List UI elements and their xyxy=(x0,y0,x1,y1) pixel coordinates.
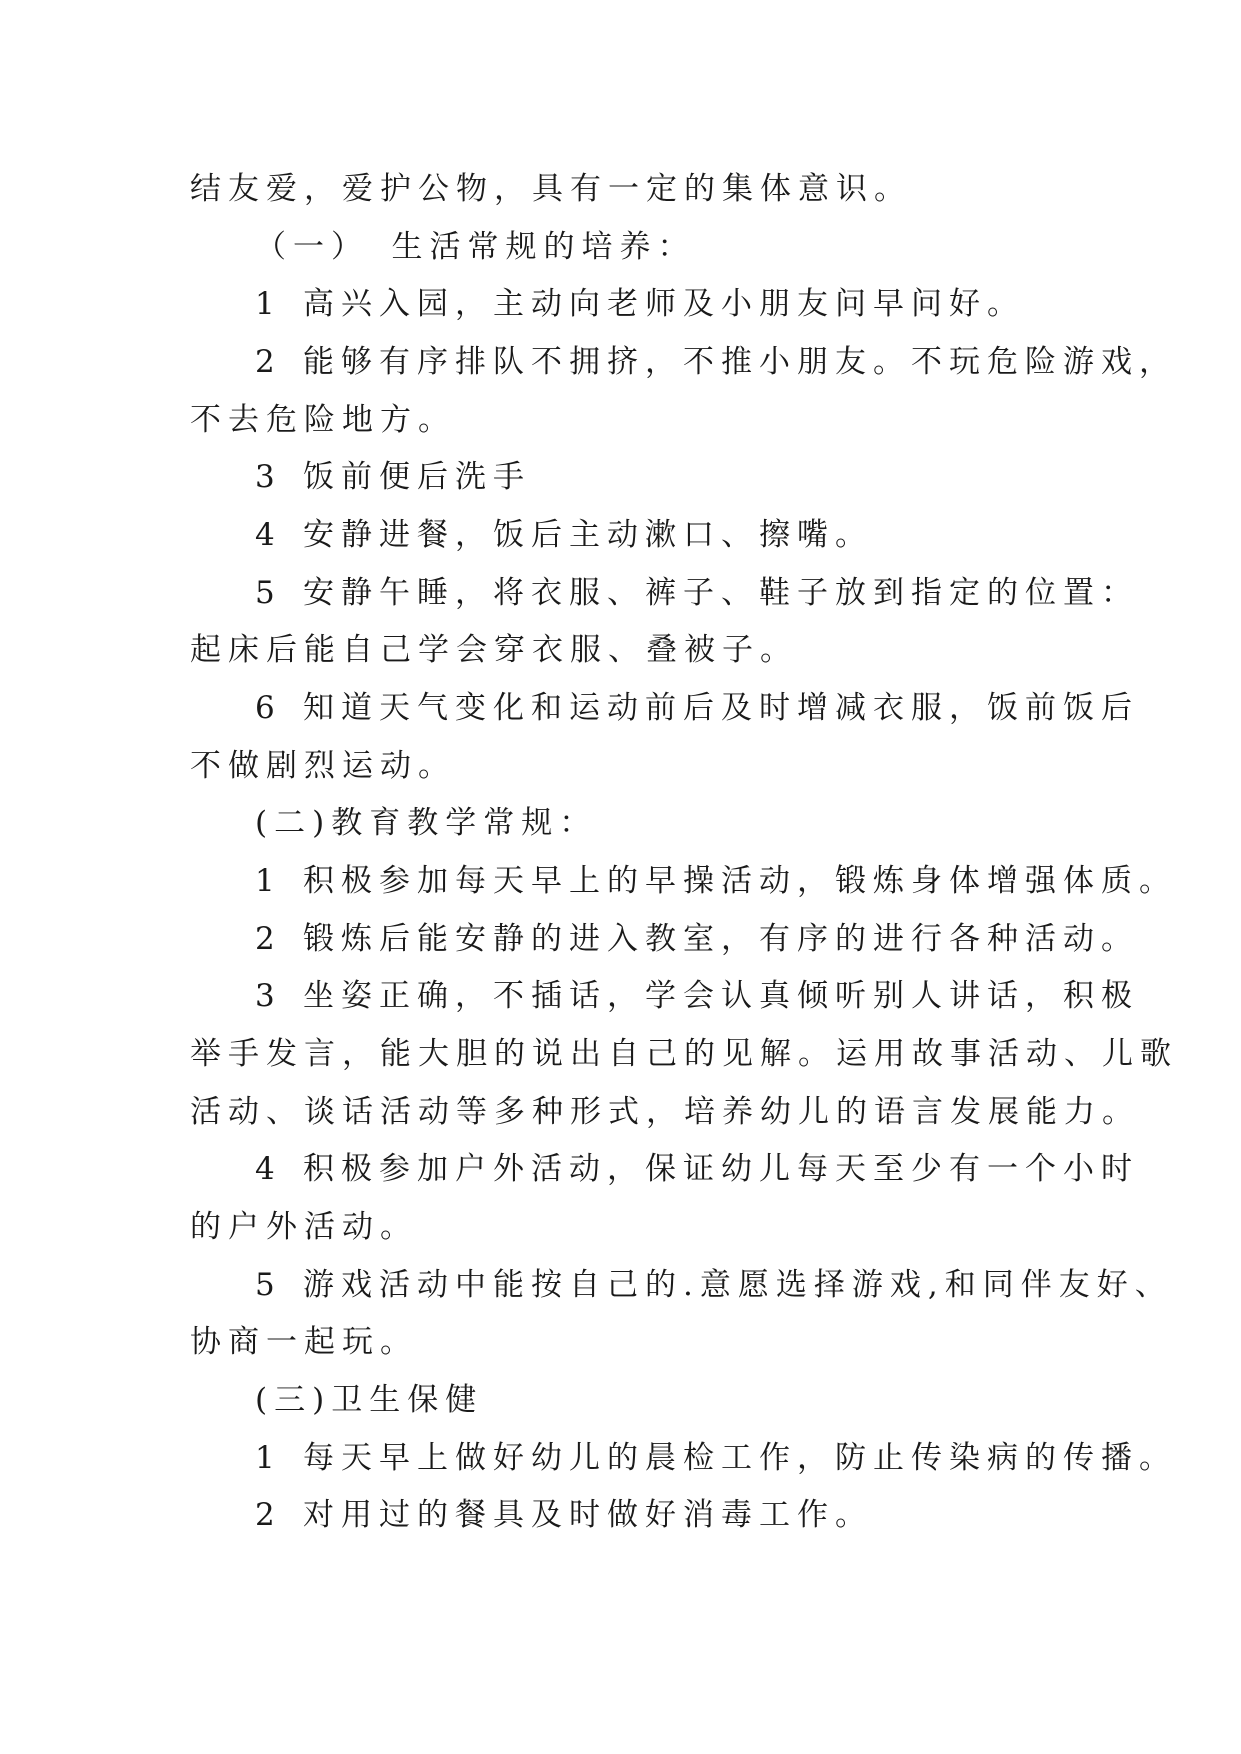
list-item xyxy=(255,919,1139,959)
list-item xyxy=(255,1149,1139,1189)
paragraph-line xyxy=(190,1207,418,1247)
list-item xyxy=(255,976,1139,1016)
item-number: 1 xyxy=(255,863,282,899)
item-number: 4 xyxy=(255,517,282,553)
list-item xyxy=(255,573,1139,613)
line-text: (三)卫生保健 xyxy=(255,1382,484,1418)
line-text: 对用过的餐具及时做好消毒工作。 xyxy=(303,1497,873,1533)
item-number: 5 xyxy=(255,1267,282,1303)
list-item xyxy=(255,1265,1173,1305)
item-number: 1 xyxy=(255,1440,282,1476)
line-text: 协商一起玩。 xyxy=(190,1324,418,1360)
paragraph-line xyxy=(190,746,456,786)
line-text: 积极参加户外活动，保证幼儿每天至少有一个小时 xyxy=(303,1151,1139,1187)
item-number: 2 xyxy=(255,921,282,957)
line-text: 每天早上做好幼儿的晨检工作，防止传染病的传播。 xyxy=(303,1440,1177,1476)
line-text: 的户外活动。 xyxy=(190,1209,418,1245)
line-text: 起床后能自己学会穿衣服、叠被子。 xyxy=(190,632,798,668)
list-item xyxy=(255,284,1025,324)
item-number: 4 xyxy=(255,1151,282,1187)
item-number: 2 xyxy=(255,344,282,380)
paragraph-line xyxy=(190,169,912,209)
item-number: 2 xyxy=(255,1497,282,1533)
line-text: 饭前便后洗手 xyxy=(303,459,531,495)
list-item xyxy=(255,515,873,555)
item-number: 1 xyxy=(255,286,282,322)
paragraph-line xyxy=(190,400,456,440)
line-text: 举手发言，能大胆的说出自己的见解。运用故事活动、儿歌 xyxy=(190,1036,1178,1072)
line-text: （一） 生活常规的培养： xyxy=(255,229,696,265)
paragraph-line xyxy=(190,1322,418,1362)
paragraph-line xyxy=(190,1092,1140,1132)
list-item xyxy=(255,1495,873,1535)
line-text: 能够有序排队不拥挤，不推小朋友。不玩危险游戏， xyxy=(303,344,1177,380)
line-text: 锻炼后能安静的进入教室，有序的进行各种活动。 xyxy=(303,921,1139,957)
line-text: 不做剧烈运动。 xyxy=(190,748,456,784)
line-text: 结友爱，爱护公物，具有一定的集体意识。 xyxy=(190,171,912,207)
section-heading xyxy=(255,1380,483,1420)
list-item xyxy=(255,861,1177,901)
line-text: 活动、谈话活动等多种形式，培养幼儿的语言发展能力。 xyxy=(190,1094,1140,1130)
line-text: 安静进餐，饭后主动漱口、擦嘴。 xyxy=(303,517,873,553)
line-text: 知道天气变化和运动前后及时增减衣服，饭前饭后 xyxy=(303,690,1139,726)
item-number: 6 xyxy=(255,690,282,726)
item-number: 5 xyxy=(255,575,282,611)
line-text: 积极参加每天早上的早操活动，锻炼身体增强体质。 xyxy=(303,863,1177,899)
list-item xyxy=(255,688,1139,728)
line-text: (二)教育教学常规： xyxy=(255,805,598,841)
paragraph-line xyxy=(190,1034,1178,1074)
paragraph-line xyxy=(190,630,798,670)
line-text: 游戏活动中能按自己的.意愿选择游戏,和同伴友好、 xyxy=(303,1267,1173,1303)
line-text: 不去危险地方。 xyxy=(190,402,456,438)
item-number: 3 xyxy=(255,459,282,495)
list-item xyxy=(255,1438,1177,1478)
line-text: 安静午睡，将衣服、裤子、鞋子放到指定的位置： xyxy=(303,575,1139,611)
item-number: 3 xyxy=(255,978,282,1014)
line-text: 坐姿正确，不插话，学会认真倾听别人讲话，积极 xyxy=(303,978,1139,1014)
section-heading xyxy=(255,227,696,267)
line-text: 高兴入园，主动向老师及小朋友问早问好。 xyxy=(303,286,1025,322)
list-item xyxy=(255,342,1177,382)
section-heading xyxy=(255,803,597,843)
list-item xyxy=(255,457,531,497)
